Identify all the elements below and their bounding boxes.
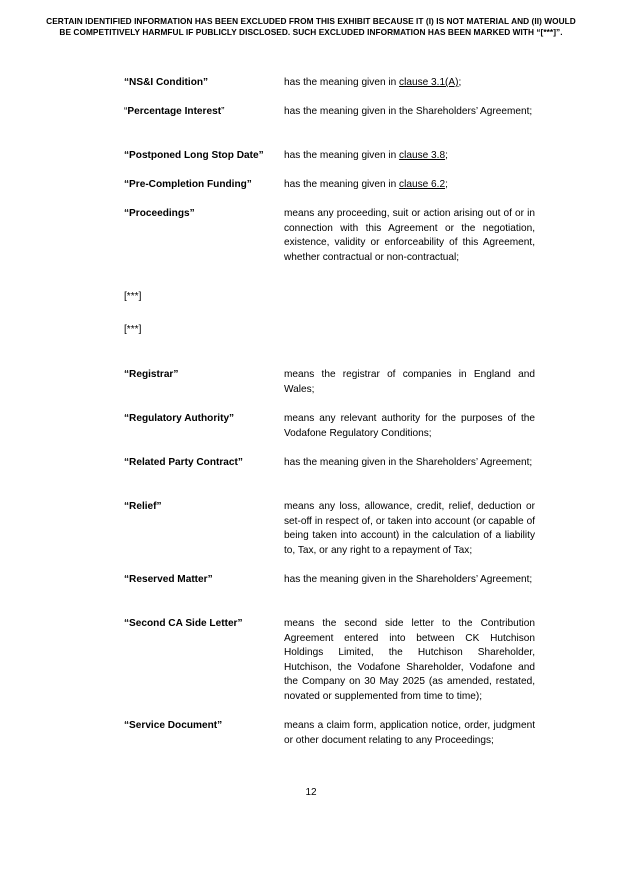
definition-text: means any loss, allowance, credit, relief, deduction or set-off in respect of, or taken into account (or capable of being taken into account) in the calculation of a liability to, Tax, or any right to a repayment of Tax; [284, 501, 535, 556]
definition-text: means the registrar of companies in England and Wales; [284, 369, 535, 395]
page-number: 12 [305, 787, 317, 798]
definition-term: “Related Party Contract” [124, 457, 243, 468]
definition-term: “Service Document” [124, 720, 223, 731]
definition-text: means any relevant authority for the purposes of the Vodafone Regulatory Conditions; [284, 413, 535, 439]
clause-reference: clause 3.8 [399, 150, 446, 161]
definition-text [284, 76, 535, 91]
definition-text-part: has the meaning given in [284, 77, 400, 88]
close-quote: ” [221, 106, 225, 117]
definition-term: “NS&I Condition” [124, 77, 209, 88]
definition-text-part: ; [445, 150, 448, 161]
clause-reference: clause 6.2 [399, 179, 446, 190]
header-line-2: BE COMPETITIVELY HARMFUL IF PUBLICLY DISCLOSED. SUCH EXCLUDED INFORMATION HAS BEEN MARKED WITH “[***]”. [59, 27, 563, 37]
definition-term: “Second CA Side Letter” [124, 618, 243, 629]
header-line-1: CERTAIN IDENTIFIED INFORMATION HAS BEEN EXCLUDED FROM THIS EXHIBIT BECAUSE IT (I) IS NOT MATERIAL AND (II) WOULD [46, 16, 576, 26]
definition-text-part: has the meaning given in [284, 150, 400, 161]
definition-term: “Relief” [124, 501, 162, 512]
redaction-marker: [***] [124, 324, 142, 335]
confidentiality-header [20, 16, 602, 38]
definition-text: has the meaning given in the Shareholders’ Agreement; [284, 457, 533, 468]
open-quote: “ [124, 106, 128, 117]
definition-term: “Postponed Long Stop Date” [124, 150, 264, 161]
definition-term: “Regulatory Authority” [124, 413, 235, 424]
definition-text: means a claim form, application notice, order, judgment or other document relating to any Proceedings; [284, 720, 535, 746]
term-text: Percentage Interest [127, 106, 222, 117]
clause-reference: clause 3.1(A) [399, 77, 459, 88]
definition-text: means any proceeding, suit or action arising out of or in connection with this Agreement or the negotiation, existence, validity or enforceability of this Agreement, whether contractual or non-contractual; [284, 208, 535, 263]
definition-term [124, 105, 280, 120]
definition-term: “Proceedings” [124, 208, 195, 219]
definition-text: has the meaning given in the Shareholders’ Agreement; [284, 574, 533, 585]
redaction-marker: [***] [124, 291, 142, 302]
definition-text [284, 178, 535, 193]
definition-text-part: has the meaning given in [284, 179, 400, 190]
definition-text-part: ; [445, 179, 448, 190]
definition-text [284, 149, 535, 164]
definition-term: “Reserved Matter” [124, 574, 213, 585]
definition-term: “Registrar” [124, 369, 179, 380]
definition-text: has the meaning given in the Shareholders’ Agreement; [284, 106, 533, 117]
definition-text-part: ; [458, 77, 462, 88]
definition-term: “Pre-Completion Funding” [124, 179, 252, 190]
definition-text: means the second side letter to the Contribution Agreement entered into between CK Hutchison Holdings Limited, the Hutchison Shareholder, Hutchison, the Vodafone Shareholder, Vodafone and the Company on 30 May 2025 (as amended, restated, novated or supplemented from time to time); [284, 618, 535, 702]
